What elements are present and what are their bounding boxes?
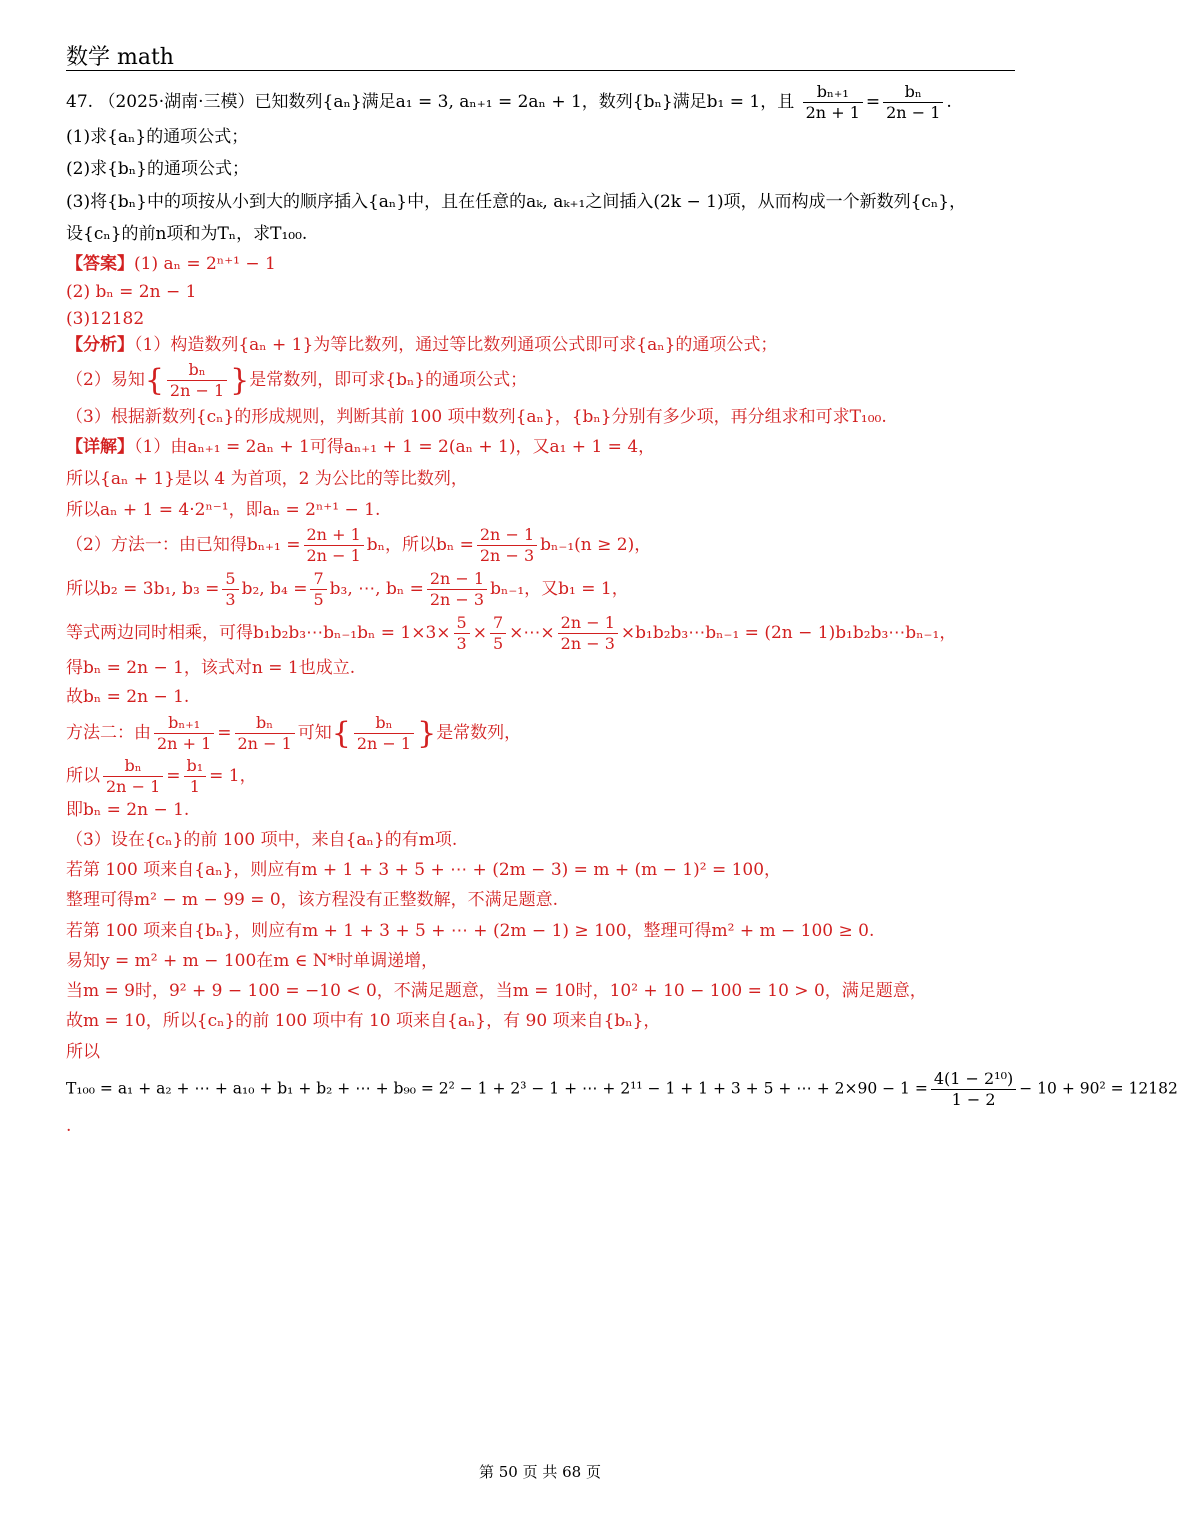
- question-1: (1)求{aₙ}的通项公式；: [66, 127, 249, 147]
- question-3-line-2: 设{cₙ}的前n项和为Tₙ，求T₁₀₀.: [66, 223, 308, 244]
- condition-fraction-left: $\frac{\text{bₙ₊₁}}{2n + 1}$: [803, 82, 863, 123]
- method-2-line-3: 即bₙ = 2n − 1.: [66, 799, 190, 820]
- t100-formula: T₁₀₀ = a₁ + a₂ + ⋯ + a₁₀ + b₁ + b₂ + ⋯ + b₉₀ = 2² − 1 + 2³ − 1 + ⋯ + 2¹¹ − 1 + 1 + 3 + 5 + ⋯ + 2×90 − 1 = $\frac{\text{4(1 − 2¹⁰)}}{1 - 2}$ − 10 + 90² = 12182: [66, 1068, 1178, 1109]
- problem-number: 47.: [66, 92, 94, 112]
- question-2: (2)求{bₙ}的通项公式；: [66, 159, 249, 180]
- method-2-line-2: 所以 $\frac{\text{bₙ}}{2n - 1}$ = $\frac{\text{b₁}}{1}$ = 1，: [66, 755, 257, 796]
- method-1-line-4: 得bₙ = 2n − 1，该式对n = 1也成立.: [66, 658, 356, 678]
- analysis-tag: 【分析】: [66, 334, 134, 355]
- method-1-line-2: 所以b₂ = 3b₁, b₃ = $\frac{5}{3}$ b₂, b₄ = $\frac{7}{5}$ b₃, ⋯, bₙ = $\frac{2n - 1}{2n - 3}$ bₙ₋₁，又b₁ = 1，: [66, 569, 629, 609]
- analysis-line-1: 【分析】（1）构造数列{aₙ + 1}为等比数列，通过等比数列通项公式即可求{aₙ}的通项公式；: [66, 334, 778, 355]
- detail-tag: 【详解】: [66, 437, 134, 458]
- part-3-line-5: 易知y = m² + m − 100在m ∈ N*时单调递增，: [66, 950, 439, 971]
- page-header-title: 数学 math: [66, 45, 174, 70]
- part-3-line-2: 若第 100 项来自{aₙ}，则应有m + 1 + 3 + 5 + ⋯ + (2m − 3) = m + (m − 1)² = 100，: [66, 860, 782, 880]
- part-3-line-4: 若第 100 项来自{bₙ}，则应有m + 1 + 3 + 5 + ⋯ + (2m − 1) ≥ 100，整理可得m² + m − 100 ≥ 0.: [66, 920, 875, 941]
- part-3-line-8: 所以: [66, 1041, 100, 1062]
- right-brace: }: [230, 362, 250, 398]
- condition-fraction-right: $\frac{\text{bₙ}}{2n - 1}$: [883, 82, 943, 123]
- header-divider: [66, 70, 1015, 71]
- page-footer: 第 50 页 共 68 页: [478, 1463, 601, 1481]
- answer-2: (2) bₙ = 2n − 1: [66, 282, 197, 303]
- part-3-line-7: 故m = 10，所以{cₙ}的前 100 项中有 10 项来自{aₙ}，有 90 项来自{bₙ}，: [66, 1011, 661, 1032]
- method-1-line-5: 故bₙ = 2n − 1.: [66, 687, 190, 708]
- problem-text: 已知数列{aₙ}满足a₁ = 3, aₙ₊₁ = 2aₙ + 1，数列{bₙ}满足b₁ = 1，且: [254, 92, 795, 112]
- answer-line-1: [66, 254, 1016, 275]
- analysis-line-3: （3）根据新数列{cₙ}的形成规则，判断其前 100 项中数列{aₙ}，{bₙ}分别有多少项，再分组求和可求T₁₀₀.: [66, 407, 887, 427]
- analysis-fraction: $\frac{\text{bₙ}}{2n - 1}$: [167, 360, 227, 401]
- analysis-line-2: （2）易知{ $\frac{\text{bₙ}}{2n - 1}$ }是常数列，即可求{bₙ}的通项公式；: [66, 360, 528, 400]
- detail-line-3: 所以aₙ + 1 = 4·2ⁿ⁻¹，即aₙ = 2ⁿ⁺¹ − 1.: [66, 499, 381, 520]
- answer-3: (3)12182: [66, 308, 145, 329]
- answer-tag: 【答案】: [66, 254, 134, 274]
- detail-line-2: 所以{aₙ + 1}是以 4 为首项，2 为公比的等比数列，: [66, 468, 468, 489]
- method-2-line-1: 方法二：由 $\frac{\text{bₙ₊₁}}{2n + 1}$ = $\frac{\text{bₙ}}{2n - 1}$ 可知{ $\frac{\text{bₙ}}{2n - 1}$ }是常数列，: [66, 712, 522, 753]
- part-3-line-6: 当m = 9时，9² + 9 − 100 = −10 < 0，不满足题意，当m = 10时，10² + 10 − 100 = 10 > 0，满足题意，: [66, 981, 927, 1001]
- answer-1: (1) aₙ = 2ⁿ⁺¹ − 1: [134, 254, 276, 274]
- left-brace: {: [144, 362, 164, 398]
- part-3-line-3: 整理可得m² − m − 99 = 0，该方程没有正整数解，不满足题意.: [66, 890, 559, 911]
- problem-stem: 47. （2025·湖南·三模）已知数列{aₙ}满足a₁ = 3, aₙ₊₁ = 2aₙ + 1，数列{bₙ}满足b₁ = 1，且 $\frac{\text{bₙ₊₁}}{2n + 1}$ = $\frac{\text{bₙ}}{2n - 1}$ .: [66, 82, 952, 122]
- method-1-line-1: （2）方法一：由已知得bₙ₊₁ = $\frac{2n + 1}{2n - 1}$ bₙ，所以bₙ = $\frac{2n - 1}{2n - 3}$ bₙ₋₁(n ≥ 2)，: [66, 525, 652, 565]
- problem-source: （2025·湖南·三模）: [98, 92, 255, 112]
- trailing-dot: .: [66, 1115, 72, 1136]
- question-3-line-1: (3)将{bₙ}中的项按从小到大的顺序插入{aₙ}中，且在任意的aₖ, aₖ₊₁之间插入(2k − 1)项，从而构成一个新数列{cₙ}，: [66, 191, 967, 212]
- detail-line-1: 【详解】（1）由aₙ₊₁ = 2aₙ + 1可得aₙ₊₁ + 1 = 2(aₙ + 1)，又a₁ + 1 = 4，: [66, 437, 656, 458]
- method-1-line-3: 等式两边同时相乘，可得b₁b₂b₃⋯bₙ₋₁bₙ = 1×3× $\frac{5}{3}$ × $\frac{7}{5}$ ×⋯× $\frac{2n - 1}{2n - 3}$ ×b₁b₂b₃⋯bₙ₋₁ = (2n − 1)b₁b₂b₃⋯bₙ₋₁，: [66, 613, 957, 653]
- page-content: [66, 80, 1178, 1137]
- part-3-line-1: （3）设在{cₙ}的前 100 项中，来自{aₙ}的有m项.: [66, 829, 458, 850]
